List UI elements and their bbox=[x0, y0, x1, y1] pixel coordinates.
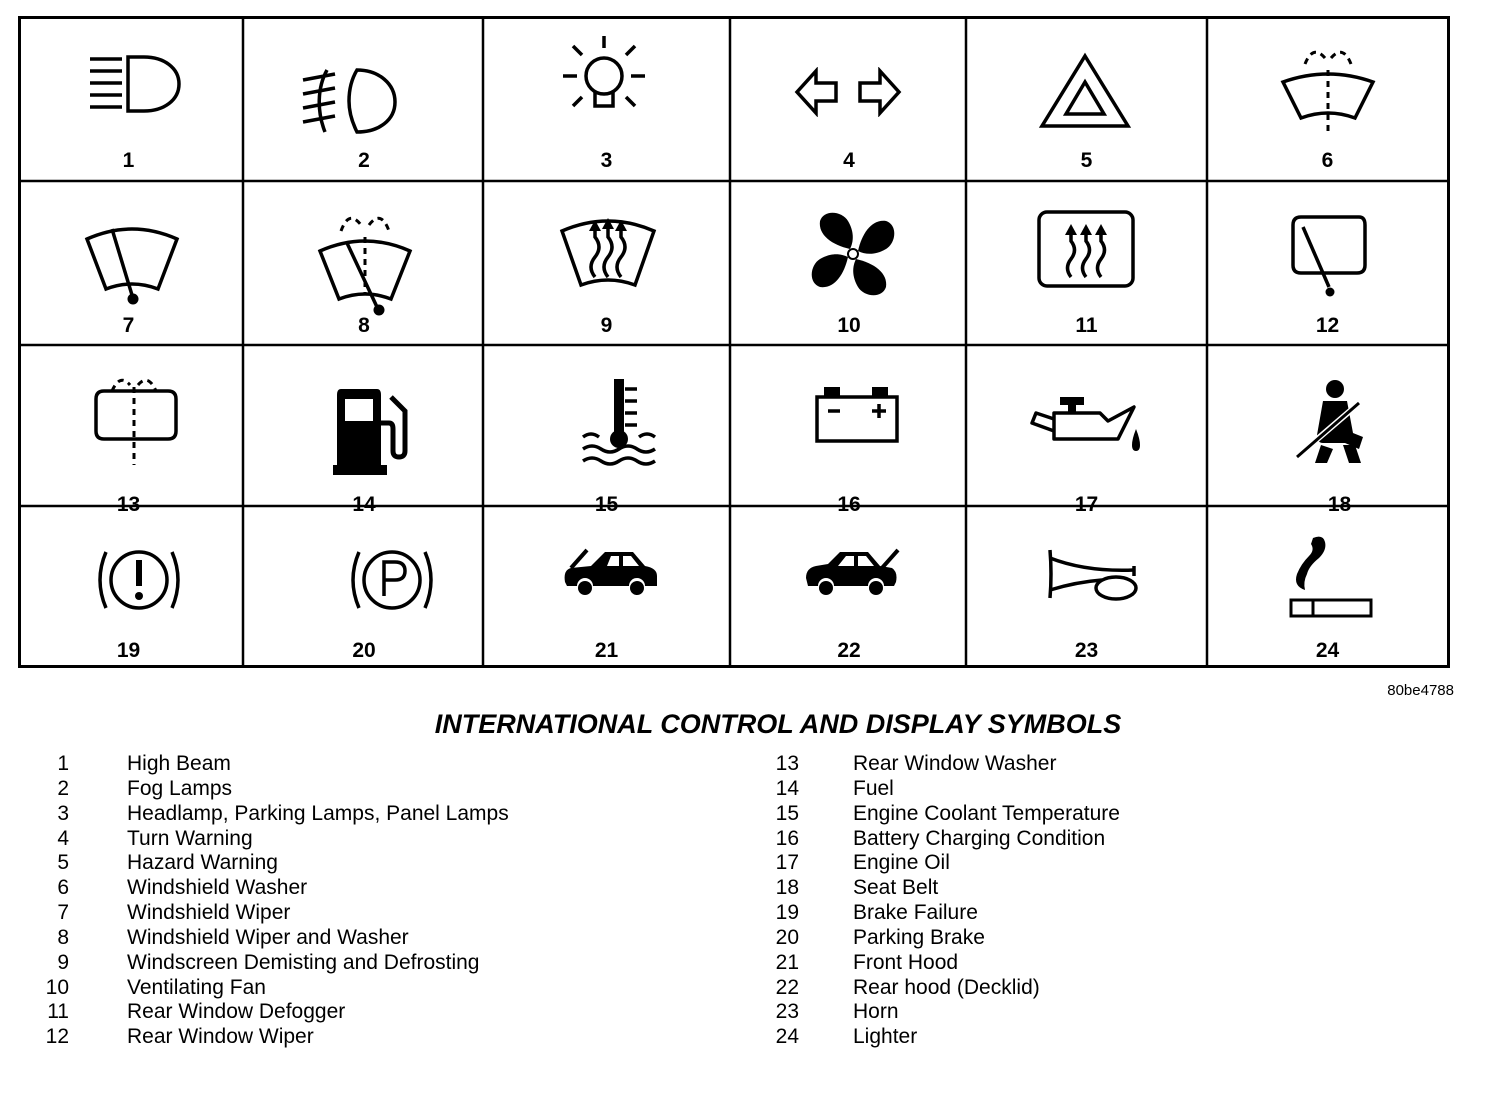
symbol-cell bbox=[730, 506, 966, 668]
legend-item bbox=[763, 976, 1463, 1001]
legend-number: 15 bbox=[775, 801, 799, 825]
symbol-cell bbox=[1207, 16, 1450, 181]
legend-label: Seat Belt bbox=[853, 876, 939, 900]
engine-coolant-temperature-icon bbox=[579, 375, 663, 467]
legend-column-left bbox=[33, 752, 733, 1050]
symbol-number: 4 bbox=[843, 149, 855, 172]
legend-label: Turn Warning bbox=[127, 826, 253, 850]
legend-number: 16 bbox=[775, 826, 799, 850]
legend-number: 20 bbox=[775, 925, 799, 949]
legend-label: Engine Oil bbox=[853, 851, 950, 875]
symbol-cell bbox=[243, 181, 483, 345]
symbol-number: 21 bbox=[594, 639, 619, 662]
symbol-cell bbox=[1207, 506, 1450, 668]
symbol-number: 6 bbox=[1321, 149, 1334, 172]
engine-oil-icon bbox=[1030, 395, 1144, 461]
ventilating-fan-icon bbox=[808, 209, 898, 299]
legend-item bbox=[33, 777, 733, 802]
legend-item bbox=[763, 752, 1463, 777]
symbol-cell bbox=[483, 345, 730, 516]
symbol-number: 5 bbox=[1080, 149, 1093, 172]
legend-label: Fuel bbox=[853, 776, 894, 800]
seat-belt-icon bbox=[1293, 379, 1373, 465]
symbol-cell bbox=[1207, 181, 1450, 345]
figure-code: 80be4788 bbox=[1387, 682, 1454, 699]
symbol-number: 24 bbox=[1315, 639, 1340, 662]
symbol-number: 2 bbox=[358, 149, 370, 172]
legend-label: Fog Lamps bbox=[127, 776, 233, 800]
symbol-cell bbox=[966, 181, 1207, 345]
legend-item bbox=[763, 926, 1463, 951]
legend-label: Windscreen Demisting and Defrosting bbox=[127, 950, 480, 974]
symbol-cell bbox=[243, 506, 483, 668]
symbol-cell bbox=[243, 345, 483, 516]
symbol-number: 10 bbox=[837, 314, 861, 337]
windshield-wiper-icon bbox=[84, 217, 180, 311]
legend-label: Windshield Wiper bbox=[127, 901, 291, 925]
rear-hood-decklid-icon bbox=[802, 542, 900, 600]
battery-charging-icon bbox=[814, 385, 900, 445]
windshield-wiper-and-washer-icon bbox=[317, 203, 413, 319]
legend-item bbox=[763, 1025, 1463, 1050]
legend-number: 24 bbox=[775, 1025, 799, 1049]
legend-item bbox=[763, 901, 1463, 926]
legend-label: Horn bbox=[853, 1000, 899, 1024]
symbol-cell bbox=[1207, 345, 1450, 516]
legend-label: Hazard Warning bbox=[127, 851, 278, 875]
symbol-cell bbox=[243, 16, 483, 181]
symbol-cell bbox=[966, 506, 1207, 668]
symbol-cell bbox=[18, 16, 243, 181]
legend-number: 10 bbox=[45, 975, 69, 999]
fuel-icon bbox=[333, 387, 413, 475]
symbol-number: 9 bbox=[600, 314, 613, 337]
legend-label: Front Hood bbox=[853, 950, 959, 974]
legend-label: Battery Charging Condition bbox=[853, 826, 1106, 850]
hazard-warning-icon bbox=[1038, 52, 1132, 130]
legend-number: 3 bbox=[57, 801, 69, 825]
legend-item bbox=[33, 901, 733, 926]
symbol-cell bbox=[18, 181, 243, 345]
legend-number: 4 bbox=[57, 826, 69, 850]
symbol-number: 23 bbox=[1074, 639, 1099, 662]
legend-item bbox=[33, 752, 733, 777]
legend-number: 13 bbox=[775, 752, 799, 775]
legend-number: 12 bbox=[45, 1025, 69, 1049]
symbol-grid bbox=[18, 16, 1450, 668]
symbol-number: 13 bbox=[116, 493, 141, 516]
legend-number: 23 bbox=[775, 1000, 799, 1024]
legend-number: 11 bbox=[47, 1000, 69, 1024]
symbol-cell bbox=[730, 345, 966, 516]
legend-item bbox=[763, 876, 1463, 901]
legend-number: 14 bbox=[775, 776, 799, 800]
symbol-cell bbox=[483, 506, 730, 668]
symbol-number: 18 bbox=[1327, 493, 1352, 516]
legend-number: 22 bbox=[775, 975, 799, 999]
rear-window-defogger-icon bbox=[1036, 209, 1136, 291]
legend-label: Lighter bbox=[853, 1025, 918, 1049]
legend-item bbox=[33, 926, 733, 951]
symbol-number: 16 bbox=[837, 493, 861, 516]
brake-failure-icon bbox=[94, 544, 184, 616]
symbol-cell bbox=[730, 181, 966, 345]
legend-item bbox=[33, 1000, 733, 1025]
windshield-washer-icon bbox=[1279, 42, 1377, 134]
fog-lamps-icon bbox=[299, 64, 399, 136]
legend-label: Engine Coolant Temperature bbox=[853, 801, 1120, 825]
legend-item bbox=[33, 976, 733, 1001]
symbol-number: 20 bbox=[352, 639, 376, 662]
legend-item bbox=[763, 827, 1463, 852]
legend-item bbox=[33, 802, 733, 827]
legend-item bbox=[763, 951, 1463, 976]
legend-item bbox=[763, 777, 1463, 802]
legend-number: 17 bbox=[775, 851, 799, 875]
legend-label: Rear Window Wiper bbox=[127, 1025, 314, 1049]
symbol-number: 3 bbox=[600, 149, 613, 172]
legend-number: 21 bbox=[775, 950, 799, 974]
windscreen-demisting-defrosting-icon bbox=[559, 207, 657, 297]
symbol-number: 7 bbox=[122, 314, 135, 337]
headlamp-parking-panel-lamps-icon bbox=[559, 32, 649, 118]
legend-item bbox=[763, 851, 1463, 876]
symbol-number: 14 bbox=[352, 493, 376, 516]
symbol-cell bbox=[966, 16, 1207, 181]
legend-number: 2 bbox=[57, 776, 69, 800]
symbol-cell bbox=[730, 16, 966, 181]
legend-label: Brake Failure bbox=[853, 901, 978, 925]
rear-window-wiper-icon bbox=[1289, 213, 1369, 301]
symbol-number: 22 bbox=[837, 639, 861, 662]
high-beam-icon bbox=[86, 54, 186, 116]
legend-label: Headlamp, Parking Lamps, Panel Lamps bbox=[127, 801, 509, 825]
symbol-number: 17 bbox=[1074, 493, 1099, 516]
rear-window-washer-icon bbox=[92, 373, 180, 465]
page-title: INTERNATIONAL CONTROL AND DISPLAY SYMBOLS bbox=[434, 709, 1122, 739]
turn-warning-icon bbox=[794, 67, 902, 117]
symbol-number: 19 bbox=[116, 639, 141, 662]
legend-item bbox=[33, 1025, 733, 1050]
legend-number: 5 bbox=[57, 851, 69, 875]
symbol-number: 12 bbox=[1315, 314, 1340, 337]
legend-label: Windshield Wiper and Washer bbox=[127, 925, 409, 949]
legend-number: 8 bbox=[57, 925, 69, 949]
legend-item bbox=[33, 951, 733, 976]
symbol-cell bbox=[18, 506, 243, 668]
symbol-number: 1 bbox=[122, 149, 135, 172]
legend-item bbox=[33, 876, 733, 901]
parking-brake-icon bbox=[347, 544, 437, 616]
legend-label: Rear Window Defogger bbox=[127, 1000, 346, 1024]
legend-number: 18 bbox=[775, 876, 799, 900]
legend-label: Rear hood (Decklid) bbox=[853, 975, 1040, 999]
symbol-number: 11 bbox=[1075, 314, 1098, 337]
legend-number: 19 bbox=[775, 901, 799, 925]
horn-icon bbox=[1046, 546, 1138, 604]
legend-label: Rear Window Washer bbox=[853, 752, 1057, 775]
legend-number: 7 bbox=[57, 901, 69, 925]
legend-item bbox=[763, 1000, 1463, 1025]
legend-number: 6 bbox=[57, 876, 69, 900]
symbol-number: 8 bbox=[358, 314, 370, 337]
front-hood-icon bbox=[561, 542, 659, 600]
symbol-cell bbox=[483, 181, 730, 345]
legend-item bbox=[33, 851, 733, 876]
legend-number: 1 bbox=[57, 752, 69, 775]
symbol-number: 15 bbox=[594, 493, 619, 516]
legend-label: Parking Brake bbox=[853, 925, 985, 949]
legend-column-right bbox=[763, 752, 1463, 1050]
symbol-cell bbox=[18, 345, 243, 516]
legend-item bbox=[33, 827, 733, 852]
legend-number: 9 bbox=[57, 950, 69, 974]
legend-label: Windshield Washer bbox=[127, 876, 308, 900]
symbol-cell bbox=[483, 16, 730, 181]
symbol-cell bbox=[966, 345, 1207, 516]
lighter-icon bbox=[1289, 534, 1375, 620]
legend-label: Ventilating Fan bbox=[127, 975, 266, 999]
legend-item bbox=[763, 802, 1463, 827]
legend-label: High Beam bbox=[127, 752, 231, 775]
